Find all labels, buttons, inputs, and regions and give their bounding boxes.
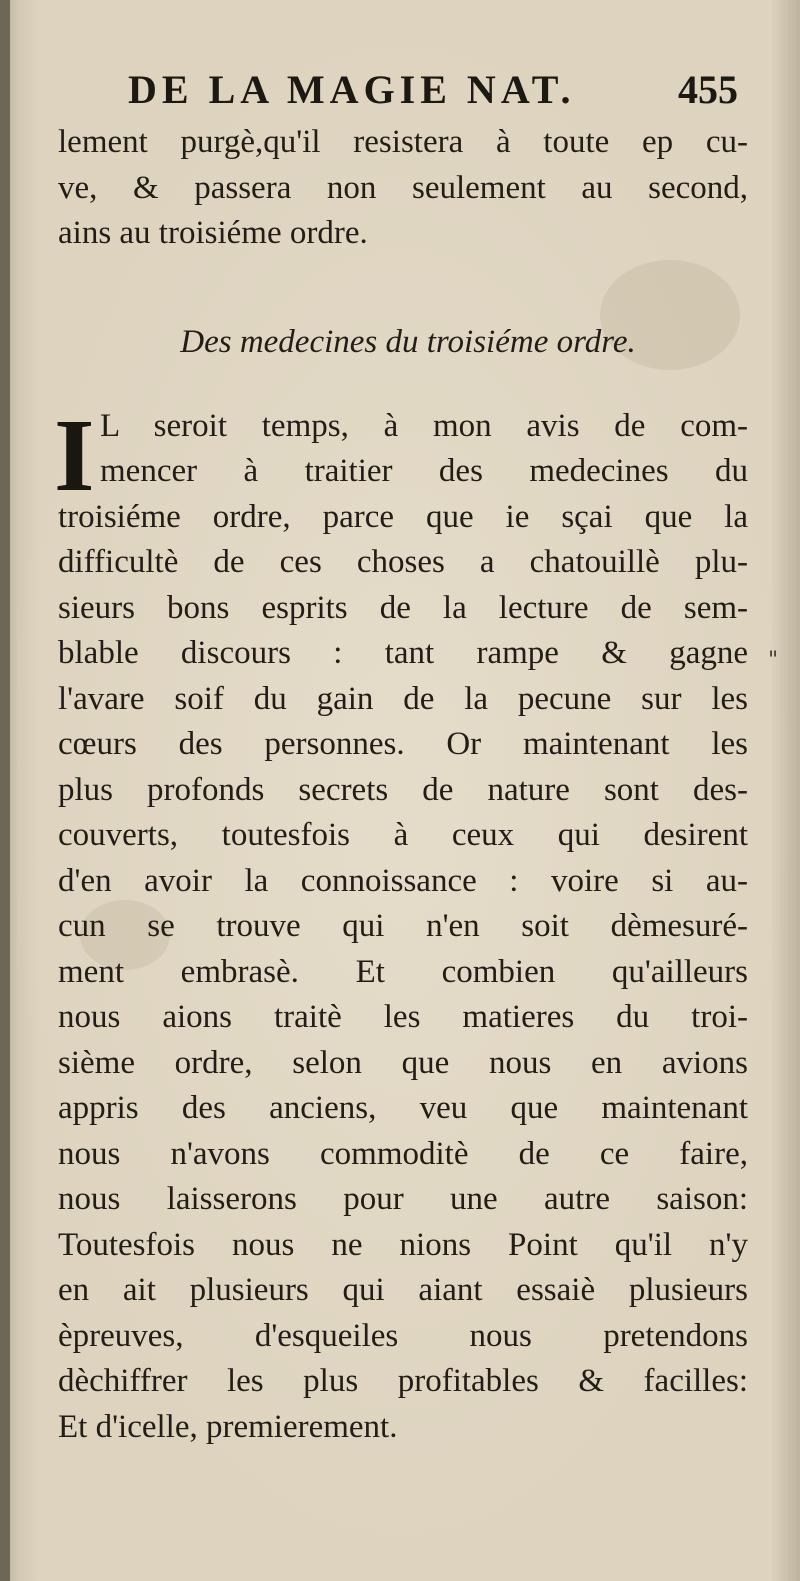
text-line: plus profonds secrets de nature sont des-: [58, 771, 748, 808]
binding-gutter: [0, 0, 10, 1581]
text-line: Et d'icelle, premierement.: [58, 1408, 398, 1445]
text-line: cun se trouve qui n'en soit dèmesuré-: [58, 908, 748, 944]
text-line: ains au troisiéme ordre.: [58, 215, 368, 251]
text-line: sième ordre, selon que nous en avions: [58, 1044, 748, 1081]
text-line: nous aions traitè les matieres du troi-: [58, 999, 748, 1035]
running-head-title: DE LA MAGIE NAT.: [128, 67, 576, 112]
text-line: troisiéme ordre, parce que ie sçai que la: [58, 498, 748, 535]
text-line: difficultè de ces choses a chatouillè plu-: [58, 544, 748, 580]
text-line: en ait plusieurs qui aiant essaiè plusieurs: [58, 1272, 748, 1308]
text-line: couverts, toutesfois à ceux qui desirent: [58, 817, 748, 853]
text-line: dèchiffrer les plus profitables & facilles:: [58, 1363, 748, 1399]
running-head: [58, 58, 748, 120]
text-line: blable discours : tant rampe & gagne: [58, 635, 748, 671]
page-text: [54, 58, 748, 1450]
text-line: ment embrasè. Et combien qu'ailleurs: [58, 953, 748, 990]
text-line: l'avare soif du gain de la pecune sur les: [58, 680, 748, 717]
text-line: d'en avoir la connoissance : voire si au-: [58, 862, 748, 899]
text-line: L seroit temps, à mon avis de com-: [100, 407, 748, 444]
text-line: appris des anciens, veu que maintenant: [58, 1090, 748, 1126]
text-line: lement purgè,qu'il resistera à toute ep cu-: [58, 124, 748, 160]
text-line: sieurs bons esprits de la lecture de sem-: [58, 589, 748, 626]
top-paragraph: [58, 120, 748, 257]
margin-mark: ": [768, 648, 779, 673]
text-line: èpreuves, d'esqueiles nous pretendons: [58, 1317, 748, 1354]
text-line: nous laisserons pour une autre saison:: [58, 1181, 748, 1217]
text-line: Toutesfois nous ne nions Point qu'il n'y: [58, 1226, 748, 1263]
section-title: Des medecines du troisiéme ordre.: [180, 323, 636, 360]
body-paragraph: [54, 397, 748, 1451]
drop-cap: I: [54, 397, 95, 513]
text-line: mencer à traitier des medecines du: [100, 453, 748, 489]
text-line: ve, & passera non seulement au second,: [58, 169, 748, 206]
text-line: cœurs des personnes. Or maintenant les: [58, 726, 748, 762]
page-number: 455: [678, 67, 738, 112]
text-line: nous n'avons commoditè de ce faire,: [58, 1135, 748, 1172]
